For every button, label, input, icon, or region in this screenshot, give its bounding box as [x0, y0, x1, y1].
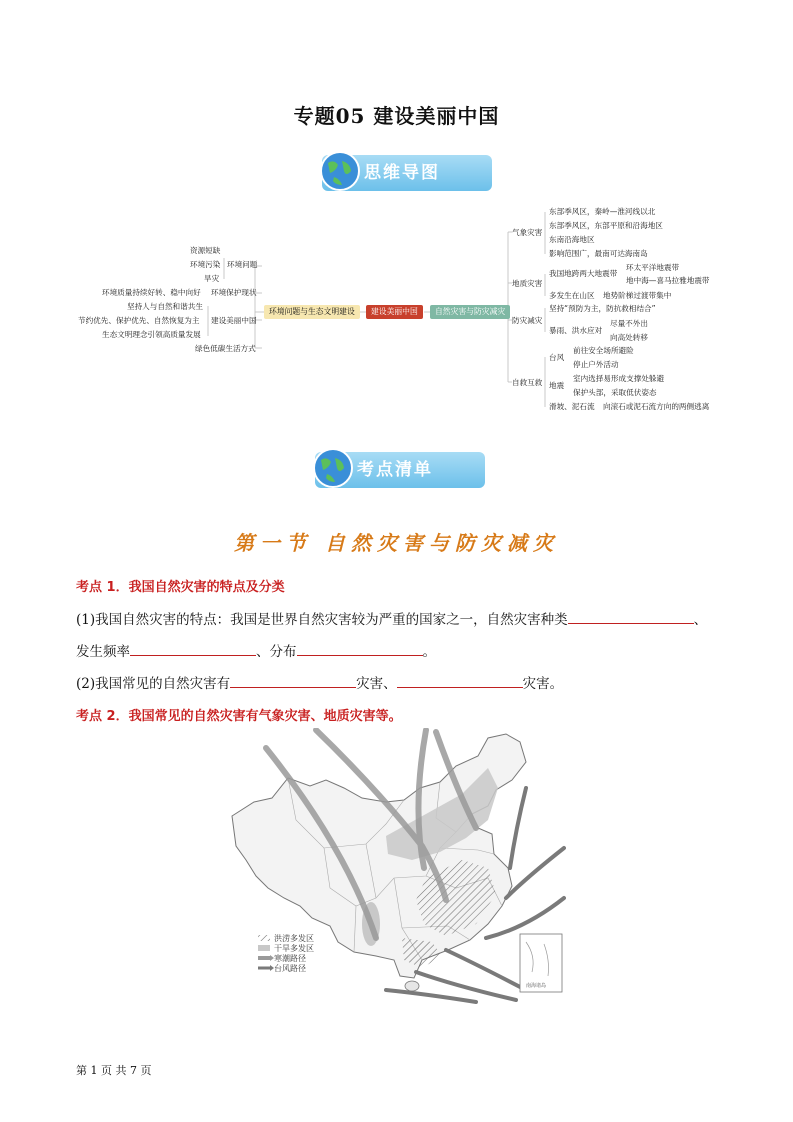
mindmap-branch-geo: 地质灾害 [512, 279, 543, 288]
mindmap-leaf: 节约优先、保护优先、自然恢复为主 [78, 316, 200, 325]
kp1-paragraph-1b [76, 640, 436, 660]
kp1-text: 发生频率 [76, 644, 130, 660]
mindmap-node-landslide: 滑坡、泥石流 [549, 402, 595, 411]
typhoon-path [386, 990, 476, 1002]
mindmap-leaf: 资源短缺 [190, 246, 221, 255]
mindmap-node-typhoon: 台风 [549, 353, 565, 362]
mindmap-node-disaster: 自然灾害与防灾减灾 [430, 305, 510, 319]
kp1-text: (1)我国自然灾害的特点：我国是世界自然灾害较为严重的国家之一，自然灾害种类 [76, 612, 568, 628]
kp1-paragraph-1 [76, 608, 707, 628]
mindmap-leaf: 坚持“预防为主，防抗救相结合” [549, 304, 656, 313]
fill-blank-frequency[interactable] [130, 641, 256, 656]
globe-icon [311, 446, 355, 490]
fill-blank-disaster-1[interactable] [230, 673, 356, 688]
mindmap-branch-prevent: 防灾减灾 [512, 316, 543, 325]
mindmap-branch-rescue: 自救互救 [512, 378, 543, 387]
mindmap-connectors [0, 0, 793, 420]
mindmap-leaf: 环境质量持续好转、稳中向好 [102, 288, 201, 297]
mindmap-leaf: 生态文明理念引领高质量发展 [102, 330, 201, 339]
kp1-text: 。 [422, 644, 436, 660]
mindmap-branch-env-problem: 环境问题 [227, 260, 258, 269]
mindmap-leaf: 保护头部，采取低伏姿态 [573, 388, 657, 397]
legend-typhoon: 台风路径 [274, 964, 306, 973]
legend-cold-wave: 寒潮路径 [274, 954, 306, 963]
mindmap-leaf: 地中海—喜马拉雅地震带 [626, 276, 710, 285]
mindmap-leaf: 向滚石或泥石流方向的两侧逃离 [603, 402, 710, 411]
checklist-banner [315, 452, 485, 488]
legend-swatch-flood [258, 935, 270, 941]
legend-flood: 洪涝多发区 [274, 934, 314, 943]
kp1-title: 考点 1．我国自然灾害的特点及分类 [76, 580, 285, 595]
mindmap-leaf: 尽量不外出 [610, 319, 648, 328]
mindmap-branch-env-status: 环境保护现状 [211, 288, 257, 297]
mindmap-leaf: 环境污染 [190, 260, 221, 269]
fill-blank-distribution[interactable] [297, 641, 423, 656]
mindmap-node-mountain: 多发生在山区 [549, 291, 595, 300]
kp1-text: 灾害、 [356, 676, 397, 692]
checklist-banner-label: 考点清单 [357, 460, 433, 480]
mindmap-leaf: 影响范围广，最南可达海南岛 [549, 249, 648, 258]
kp2-title: 考点 2．我国常见的自然灾害有气象灾害、地质灾害等。 [76, 709, 402, 724]
kp1-text: 灾害。 [522, 676, 564, 692]
mindmap-branch-build: 建设美丽中国 [211, 316, 257, 325]
kp1-text: (2)我国常见的自然灾害有 [76, 676, 231, 692]
kp1-text: 、分布 [256, 644, 297, 660]
kp1-paragraph-2 [76, 672, 563, 692]
mindmap-node-quake: 地震 [549, 381, 565, 390]
mindmap-root: 建设美丽中国 [366, 305, 423, 319]
page-footer: 第 1 页 共 7 页 [76, 1064, 152, 1077]
fill-blank-disaster-2[interactable] [397, 673, 523, 688]
mindmap-leaf: 地势阶梯过渡带集中 [603, 291, 672, 300]
mindmap-branch-weather: 气象灾害 [512, 228, 543, 237]
mindmap-leaf: 环太平洋地震带 [626, 263, 680, 272]
typhoon-path [506, 848, 564, 898]
mindmap-leaf: 室内选择易形成支撑处躲避 [573, 374, 665, 383]
mindmap-leaf: 东部季风区，秦岭—淮河线以北 [549, 207, 656, 216]
mindmap-leaf: 东部季风区，东部平原和沿海地区 [549, 221, 663, 230]
hainan-island [405, 981, 419, 991]
inset-label: 南海诸岛 [526, 983, 547, 989]
mindmap-leaf: 坚持人与自然和谐共生 [127, 302, 203, 311]
mindmap-node-env: 环境问题与生态文明建设 [264, 305, 360, 319]
kp1-text: 、 [693, 612, 708, 628]
typhoon-path [510, 788, 526, 868]
mindmap-leaf: 向高处转移 [610, 333, 648, 342]
mindmap-leaf: 停止户外活动 [573, 360, 619, 369]
legend-drought: 干旱多发区 [274, 944, 314, 953]
page-title: 专题05 建设美丽中国 [293, 104, 500, 128]
mindmap-node-flood: 暴雨、洪水应对 [549, 326, 603, 335]
mindmap-leaf: 旱灾 [204, 274, 220, 283]
legend-swatch-drought [258, 945, 270, 951]
mindmap-leaf: 前往安全场所避险 [573, 346, 634, 355]
mindmap-banner-label: 思维导图 [364, 163, 440, 183]
mindmap-node-quake-belt: 我国地跨两大地震带 [549, 269, 618, 278]
fill-blank-kinds[interactable] [568, 609, 694, 624]
mindmap-leaf: 东南沿海地区 [549, 235, 595, 244]
mindmap-branch-green: 绿色低碳生活方式 [195, 344, 256, 353]
section-title: 第一节 自然灾害与防灾减灾 [234, 531, 559, 555]
